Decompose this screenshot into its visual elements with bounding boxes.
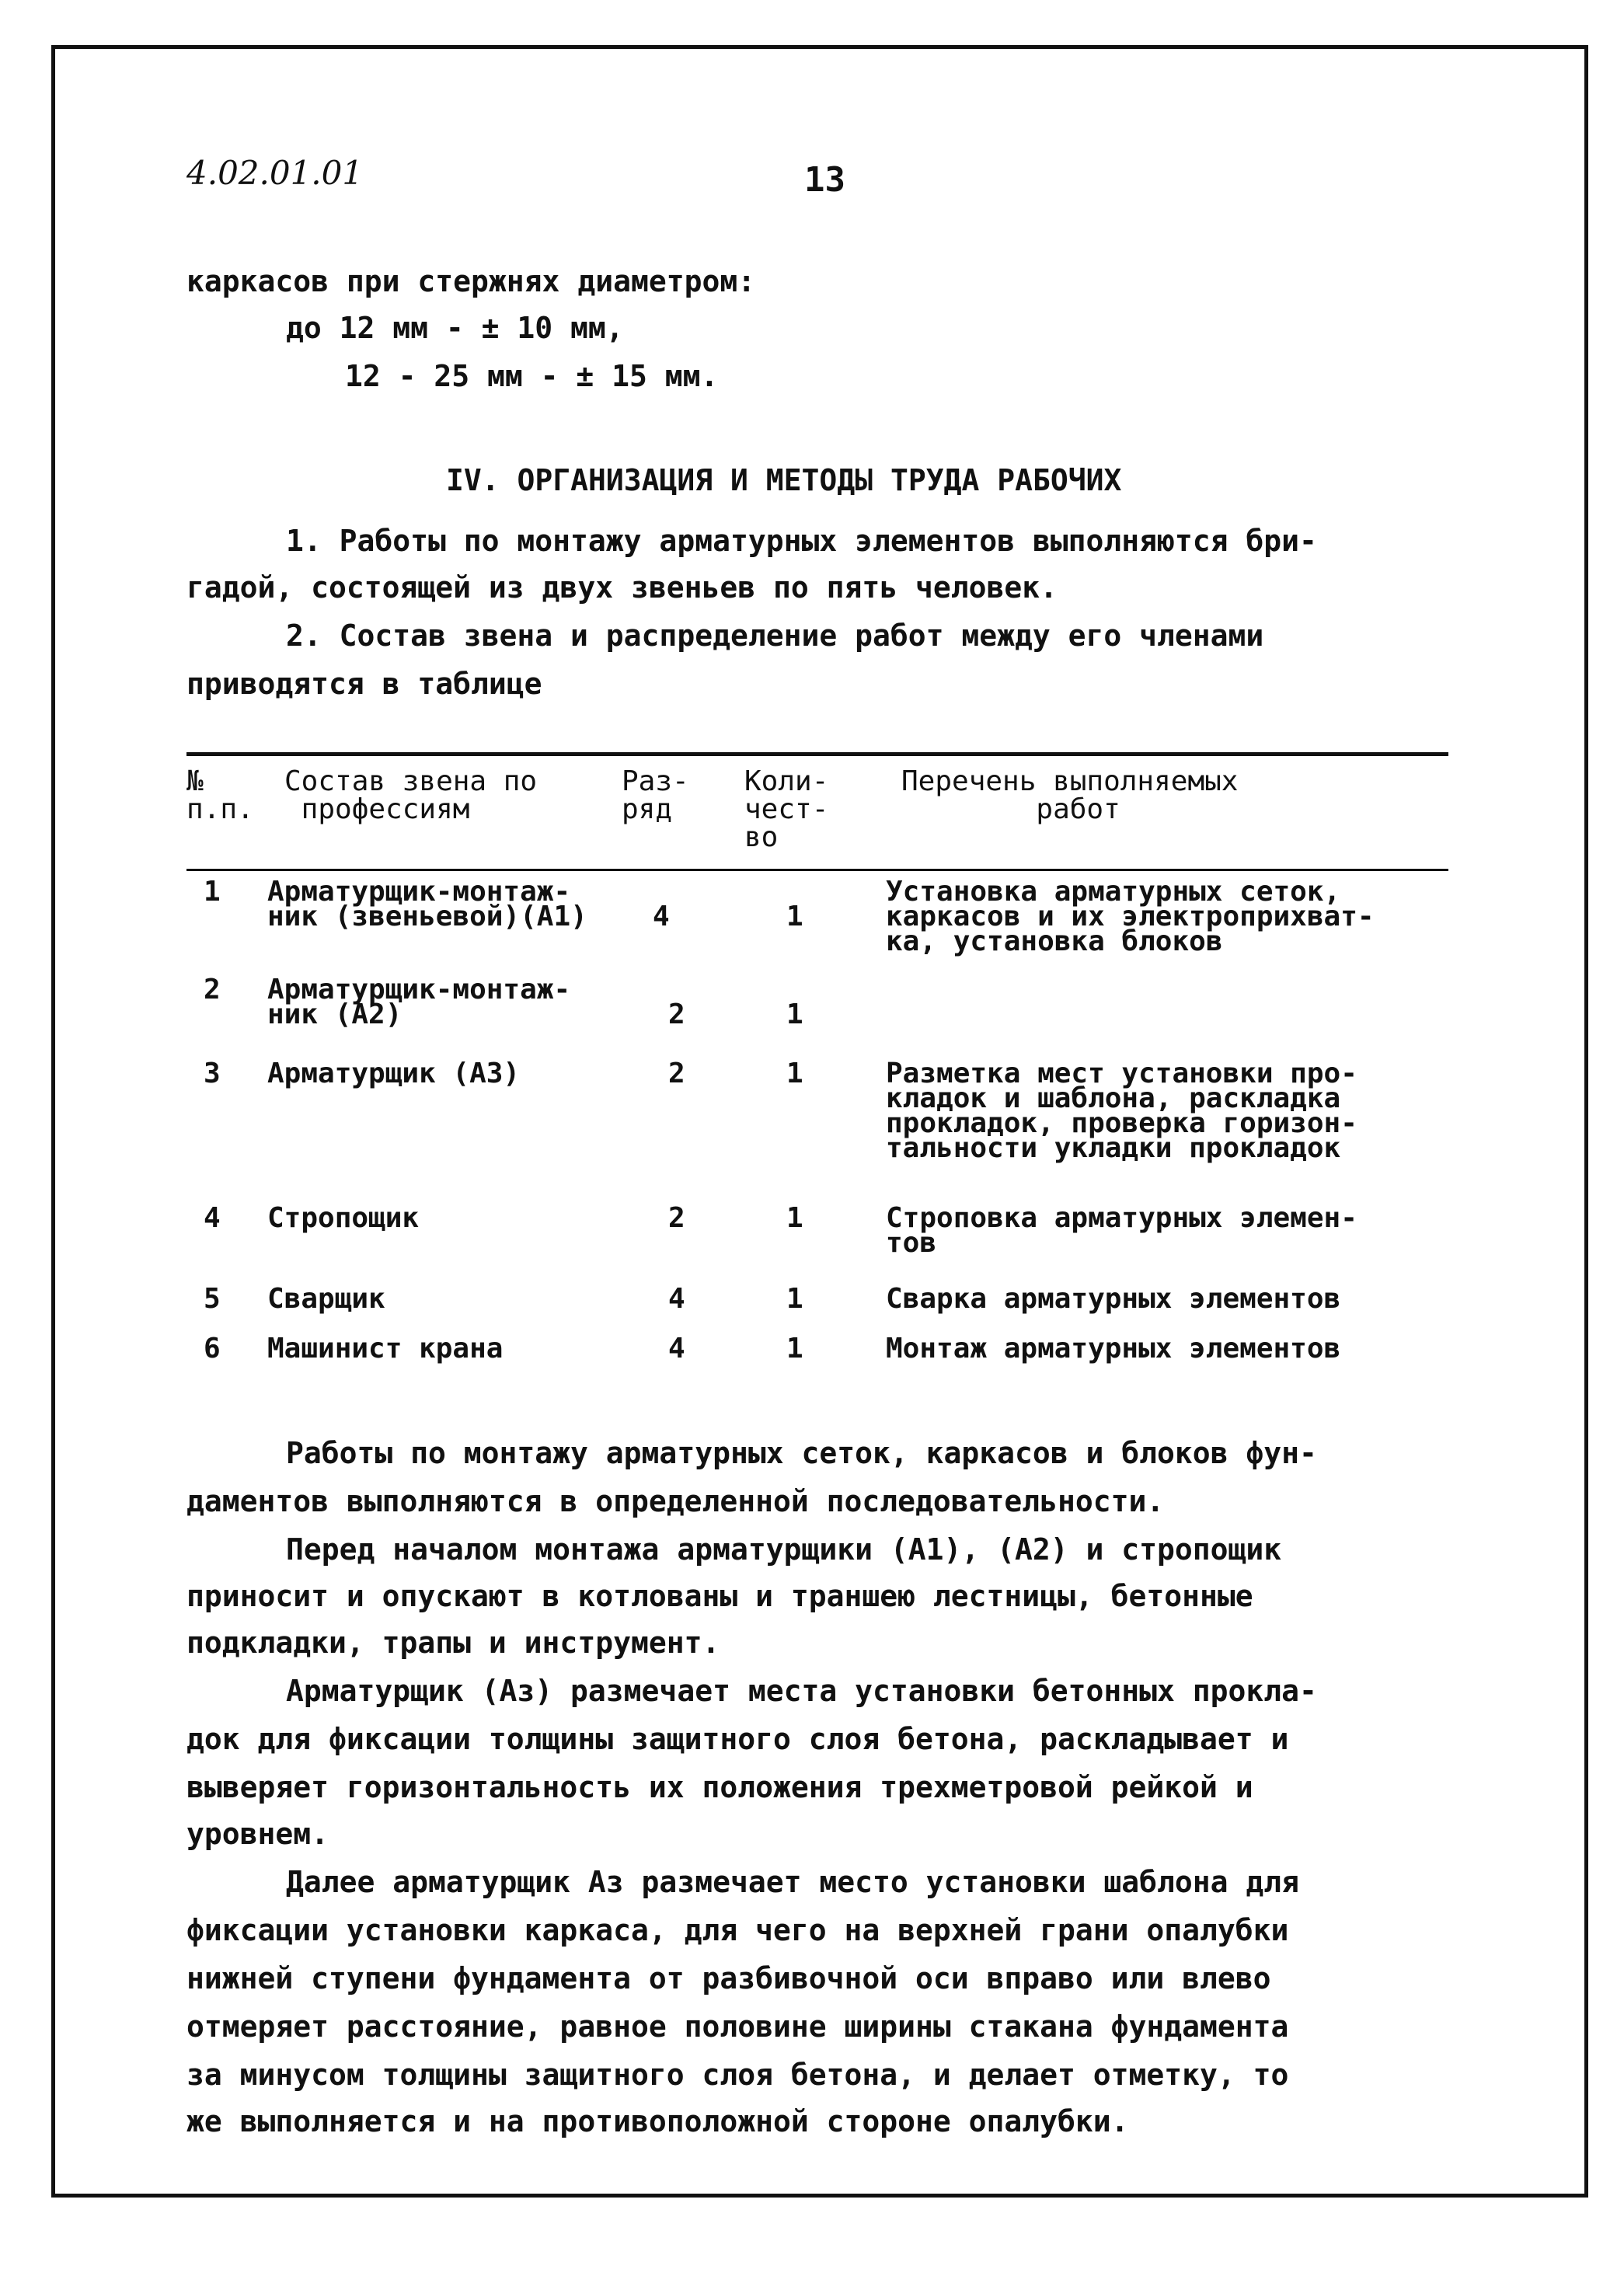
cell-works: Сварка арматурных элементов <box>886 1283 1341 1315</box>
paragraph-line: 2. Состав звена и распределение работ между его членами <box>286 619 1264 653</box>
table-header-rule <box>186 869 1448 871</box>
cell-grade: 4 <box>653 901 670 932</box>
cell-composition: Арматурщик (А3) <box>267 1058 521 1089</box>
body-line: Арматурщик (Аз) размечает места установки бетонных прокла- <box>286 1674 1317 1708</box>
document-code: 4.02.01.01 <box>186 154 364 192</box>
body-line: же выполняется и на противоположной стороне опалубки. <box>186 2104 1129 2138</box>
cell-grade: 2 <box>668 1202 685 1234</box>
body-line: выверяет горизонтальность их положения трехметровой рейкой и <box>186 1770 1253 1804</box>
cell-num: 6 <box>204 1333 221 1365</box>
intro-line: до 12 мм - ± 10 мм, <box>286 311 624 345</box>
cell-grade: 2 <box>668 1058 685 1089</box>
cell-works: Строповка арматурных элемен- тов <box>886 1202 1357 1259</box>
cell-count: 1 <box>786 999 803 1030</box>
header-count: Коли- чест- во <box>744 765 829 853</box>
cell-num: 4 <box>204 1202 221 1234</box>
cell-composition: Стропощик <box>267 1202 420 1234</box>
table-top-rule <box>186 752 1448 756</box>
header-works: Перечень выполняемых работ <box>901 765 1239 825</box>
body-line: отмеряет расстояние, равное половине ширины стакана фундамента <box>186 2009 1289 2044</box>
header-composition: Состав звена по профессиям <box>284 765 538 825</box>
paragraph-line: 1. Работы по монтажу арматурных элементов выполняются бри- <box>286 524 1317 558</box>
body-line: уровнем. <box>186 1817 329 1851</box>
intro-line: 12 - 25 мм - ± 15 мм. <box>345 359 719 393</box>
cell-count: 1 <box>786 1058 803 1089</box>
header-num: № п.п. <box>186 765 254 825</box>
cell-num: 3 <box>204 1058 221 1089</box>
body-line: Работы по монтажу арматурных сеток, каркасов и блоков фун- <box>286 1436 1317 1470</box>
cell-grade: 2 <box>668 999 685 1030</box>
intro-line: каркасов при стержнях диаметром: <box>186 264 756 298</box>
cell-grade: 4 <box>668 1283 685 1315</box>
cell-composition: Машинист крана <box>267 1333 504 1365</box>
cell-grade: 4 <box>668 1333 685 1365</box>
cell-num: 1 <box>204 876 221 908</box>
body-line: Далее арматурщик Аз размечает место установки шаблона для <box>286 1865 1300 1899</box>
cell-count: 1 <box>786 1283 803 1315</box>
cell-works: Установка арматурных сеток, каркасов и их электроприхват- ка, установка блоков <box>886 876 1375 957</box>
cell-num: 2 <box>204 974 221 1006</box>
cell-count: 1 <box>786 901 803 932</box>
body-line: нижней ступени фундамента от разбивочной оси вправо или влево <box>186 1961 1271 1995</box>
cell-count: 1 <box>786 1333 803 1365</box>
body-line: за минусом толщины защитного слоя бетона, и делает отметку, то <box>186 2058 1289 2092</box>
body-line: фиксации установки каркаса, для чего на верхней грани опалубки <box>186 1913 1289 1947</box>
body-line: даментов выполняются в определенной последовательности. <box>186 1484 1165 1518</box>
page-number: 13 <box>804 160 845 200</box>
cell-works: Разметка мест установки про- кладок и шаблона, раскладка прокладок, проверка горизон- тальности укладки прокладок <box>886 1058 1357 1164</box>
cell-composition: Арматурщик-монтаж- ник (звеньевой)(А1) <box>267 876 587 932</box>
cell-count: 1 <box>786 1202 803 1234</box>
cell-num: 5 <box>204 1283 221 1315</box>
header-grade: Раз- ряд <box>622 765 689 825</box>
body-line: приносит и опускают в котлованы и траншею лестницы, бетонные <box>186 1579 1253 1613</box>
body-line: Перед началом монтажа арматурщики (А1), (А2) и стропощик <box>286 1532 1282 1567</box>
body-line: подкладки, трапы и инструмент. <box>186 1626 720 1660</box>
body-line: док для фиксации толщины защитного слоя бетона, раскладывает и <box>186 1722 1289 1756</box>
cell-composition: Арматурщик-монтаж- ник (А2) <box>267 974 571 1030</box>
cell-works: Монтаж арматурных элементов <box>886 1333 1341 1365</box>
section-title: IV. ОРГАНИЗАЦИЯ И МЕТОДЫ ТРУДА РАБОЧИХ <box>446 463 1122 497</box>
paragraph-line: гадой, состоящей из двух звеньев по пять человек. <box>186 570 1058 605</box>
paragraph-line: приводятся в таблице <box>186 667 542 701</box>
cell-composition: Сварщик <box>267 1283 385 1315</box>
